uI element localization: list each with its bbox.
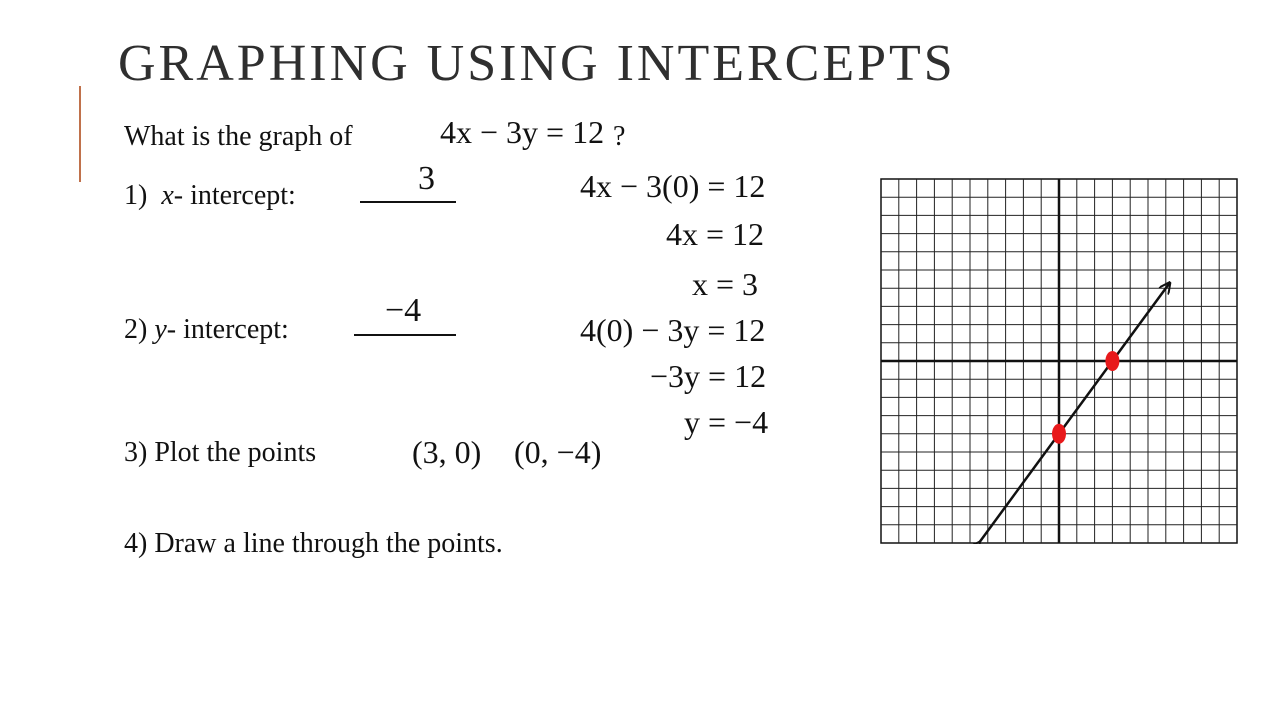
step2-answer-blank — [354, 334, 456, 336]
work-x-line-2: 4x = 12 — [666, 216, 765, 252]
question-prefix: What is the graph of — [124, 121, 353, 152]
step1-answer-blank — [360, 201, 456, 203]
step3-label: 3) Plot the points — [124, 437, 317, 468]
slide-title: GRAPHING USING INTERCEPTS — [118, 35, 956, 92]
title-accent-bar — [79, 86, 81, 182]
plotted-point-2 — [1052, 424, 1066, 444]
graphed-line — [979, 283, 1169, 543]
step1-number: 1) — [124, 180, 148, 211]
question-equation: 4x − 3y = 12 — [440, 114, 605, 150]
step1-answer: 3 — [418, 160, 435, 197]
step2-variable: y — [154, 314, 167, 345]
work-y-line-2: −3y = 12 — [650, 358, 767, 394]
work-y-line-1: 4(0) − 3y = 12 — [580, 312, 766, 348]
step1-line — [124, 180, 296, 212]
step2-line — [124, 314, 289, 346]
work-x-line-3: x = 3 — [692, 266, 759, 302]
step1-variable: x — [161, 180, 174, 211]
work-x-line-1: 4x − 3(0) = 12 — [580, 168, 766, 204]
question-suffix: ? — [613, 121, 626, 152]
work-y-line-3: y = −4 — [684, 404, 769, 440]
step1-label: - intercept: — [173, 180, 296, 211]
step4-label: 4) Draw a line through the points. — [124, 528, 503, 559]
step2-number: 2) — [124, 314, 148, 345]
plotted-point-1 — [1105, 351, 1119, 371]
coordinate-graph — [880, 178, 1238, 544]
step3-point-2: (0, −4) — [514, 434, 602, 470]
step2-answer: −4 — [385, 292, 422, 329]
step2-label: - intercept: — [166, 314, 289, 345]
step3-point-1: (3, 0) — [412, 434, 482, 470]
